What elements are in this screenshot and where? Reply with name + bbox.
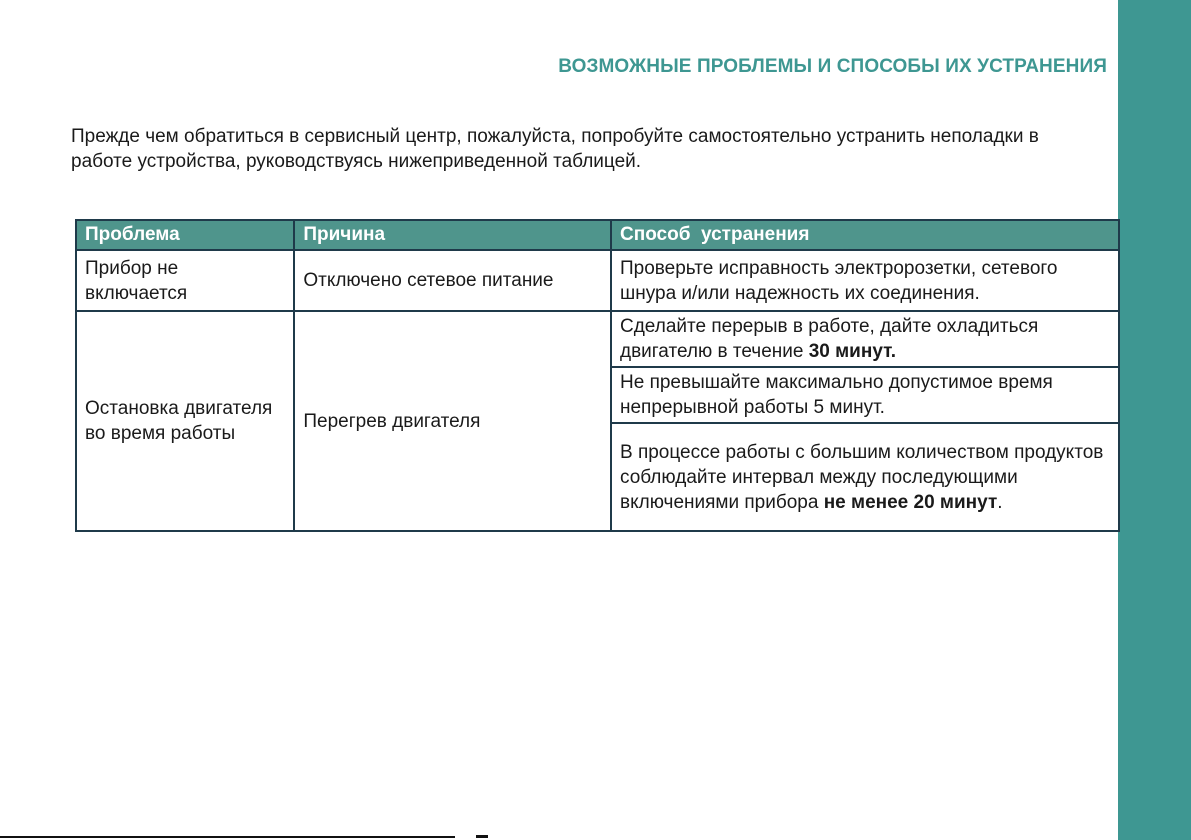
footer-mark xyxy=(476,835,488,838)
solution-text xyxy=(620,440,1110,515)
solution-cell xyxy=(611,367,1119,423)
page-title: ВОЗМОЖНЫЕ ПРОБЛЕМЫ И СПОСОБЫ ИХ УСТРАНЕНИЯ xyxy=(558,56,1107,77)
table-row xyxy=(76,250,1119,311)
solution-cell xyxy=(611,423,1119,531)
solution-text-end: . xyxy=(997,491,1003,513)
solution-cell xyxy=(611,250,1119,311)
side-accent-bar xyxy=(1118,0,1191,840)
solution-text xyxy=(620,314,1110,364)
problem-cell xyxy=(76,311,294,531)
footer-rule xyxy=(0,836,455,838)
cause-text: Перегрев двигателя xyxy=(303,410,481,432)
cause-cell xyxy=(294,250,611,311)
cause-text: Отключено сетевое питание xyxy=(303,270,554,291)
solution-text-emphasis: 30 минут. xyxy=(808,341,897,362)
table-row xyxy=(76,311,1119,367)
problem-cell xyxy=(76,250,294,311)
header-cause: Причина xyxy=(294,220,611,250)
solution-text-part: В процессе работы с большим количеством продуктов соблюдайте интервал между последующими включениями прибора xyxy=(620,441,1104,513)
solution-text-emphasis: не менее 20 минут xyxy=(823,491,998,513)
troubleshooting-table xyxy=(75,219,1120,532)
solution-text: Не превышайте максимально допустимое время непрерывной работы 5 минут. xyxy=(620,372,1053,418)
solution-cell xyxy=(611,311,1119,367)
solution-text-part: Сделайте перерыв в работе, дайте охладиться двигателю в течение xyxy=(620,316,1039,362)
problem-text: Прибор не включается xyxy=(85,257,188,304)
header-solution: Способ устранения xyxy=(611,220,1119,250)
problem-text: Остановка двигателя во время работы xyxy=(85,398,273,444)
solution-text: Проверьте исправность электророзетки, сетевого шнура и/или надежность их соединения. xyxy=(620,257,1058,304)
intro-paragraph: Прежде чем обратиться в сервисный центр, пожалуйста, попробуйте самостоятельно устранить неполадки в работе устройства, руководствуясь нижеприведенной таблицей. xyxy=(71,126,1039,172)
cause-cell xyxy=(294,311,611,531)
table-header-row xyxy=(76,220,1119,250)
header-problem: Проблема xyxy=(76,220,294,250)
